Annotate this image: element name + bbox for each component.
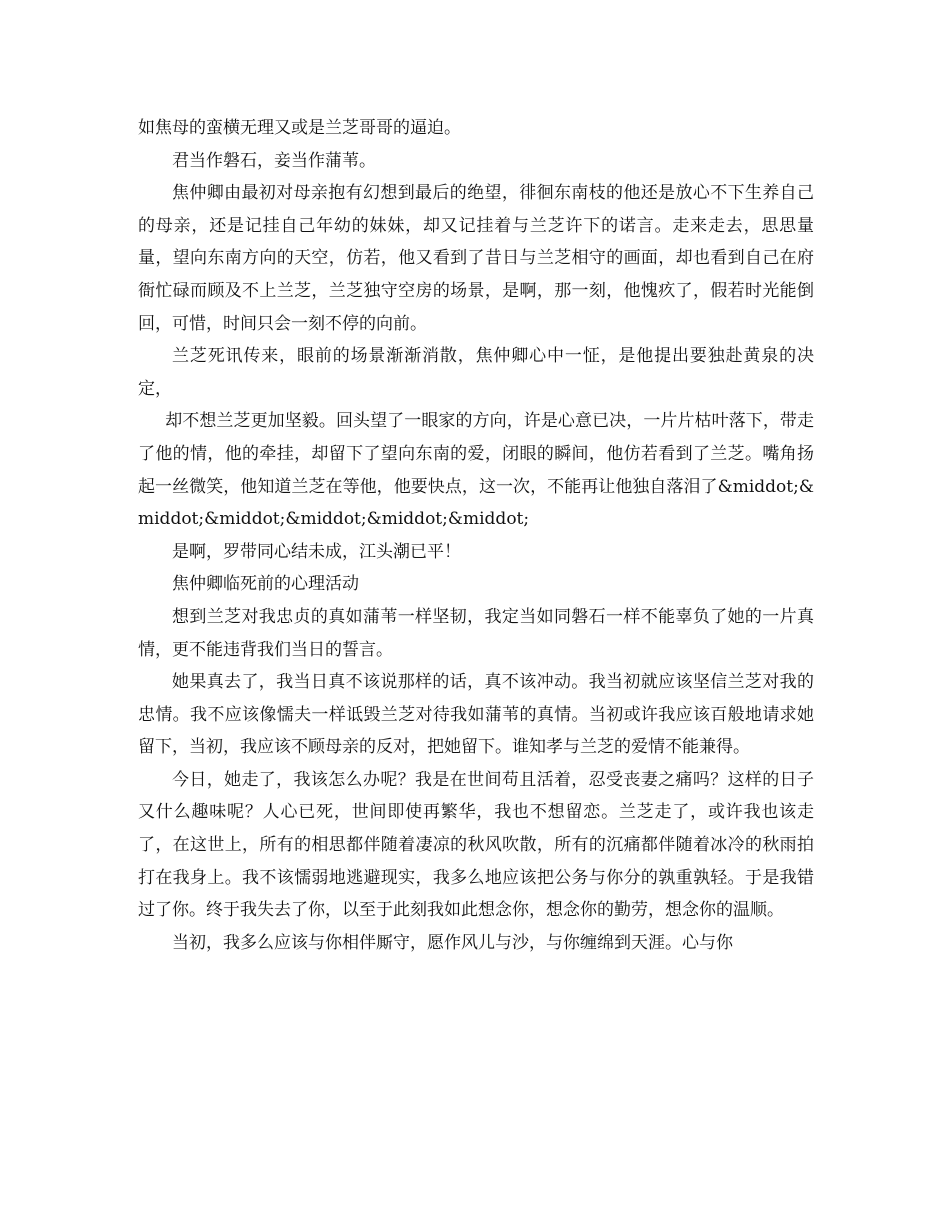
paragraph-10: 当初，我多么应该与你相伴厮守，愿作风儿与沙，与你缠绵到天涯。心与你 — [172, 932, 733, 953]
paragraph-8: 她果真去了，我当日真不该说那样的话，真不该冲动。我当初就应该坚信兰芝对我的忠情。我不应该像懦夫一样诋毁兰芝对待我如蒲苇的真情。当初或许我应该百般地请求她留下，当初，我应该不顾母亲的反对，把她留下。谁知孝与兰芝的爱情不能兼得。 — [138, 672, 814, 758]
paragraph-9: 今日，她走了，我该怎么办呢？我是在世间苟且活着，忍受丧妻之痛吗？这样的日子又什么趣味呢？人心已死，世间即使再繁华，我也不想留恋。兰芝走了，或许我也该走了，在这世上，所有的相思都伴随着凄凉的秋风吹散，所有的沉痛都伴随着冰冷的秋雨拍打在我身上。我不该懦弱地逃避现实，我多么地应该把公务与你分的孰重孰轻。于是我错过了你。终于我失去了你，以至于此刻我如此想念你，想念你的勤劳，想念你的温顺。 — [138, 769, 814, 921]
paragraph-7: 想到兰芝对我忠贞的真如蒲苇一样坚韧，我定当如同磐石一样不能辜负了她的一片真情，更不能违背我们当日的誓言。 — [138, 606, 814, 660]
document-page — [138, 112, 814, 959]
paragraph-5: 却不想兰芝更加坚毅。回头望了一眼家的方向，许是心意已决，一片片枯叶落下，带走了他的情，他的牵挂，却留下了望向东南的爱，闭眼的瞬间，他仿若看到了兰芝。嘴角扬起一丝微笑，他知道兰芝在等他，他要快点，这一次，不能再让他独自落泪了&middot;&middot;&middot;&middot;&middot;&middot; — [138, 411, 814, 530]
paragraph-1: 如焦母的蛮横无理又或是兰芝哥哥的逼迫。 — [138, 118, 461, 138]
section-heading: 焦仲卿临死前的心理活动 — [172, 574, 359, 595]
paragraph-2: 君当作磐石，妾当作蒲苇。 — [172, 150, 376, 171]
paragraph-6: 是啊，罗带同心结未成，江头潮已平！ — [172, 541, 461, 562]
paragraph-4: 兰芝死讯传来，眼前的场景渐渐消散，焦仲卿心中一怔，是他提出要独赴黄泉的决定， — [138, 346, 814, 399]
paragraph-3: 焦仲卿由最初对母亲抱有幻想到最后的绝望，徘徊东南枝的他还是放心不下生养自己的母亲，还是记挂自己年幼的妹妹，却又记挂着与兰芝许下的诺言。走来走去，思思量量，望向东南方向的天空，仿若，他又看到了昔日与兰芝相守的画面，却也看到自己在府衙忙碌而顾及不上兰芝，兰芝独守空房的场景，是啊，那一刻，他愧疚了，假若时光能倒回，可惜，时间只会一刻不停的向前。 — [138, 183, 814, 334]
